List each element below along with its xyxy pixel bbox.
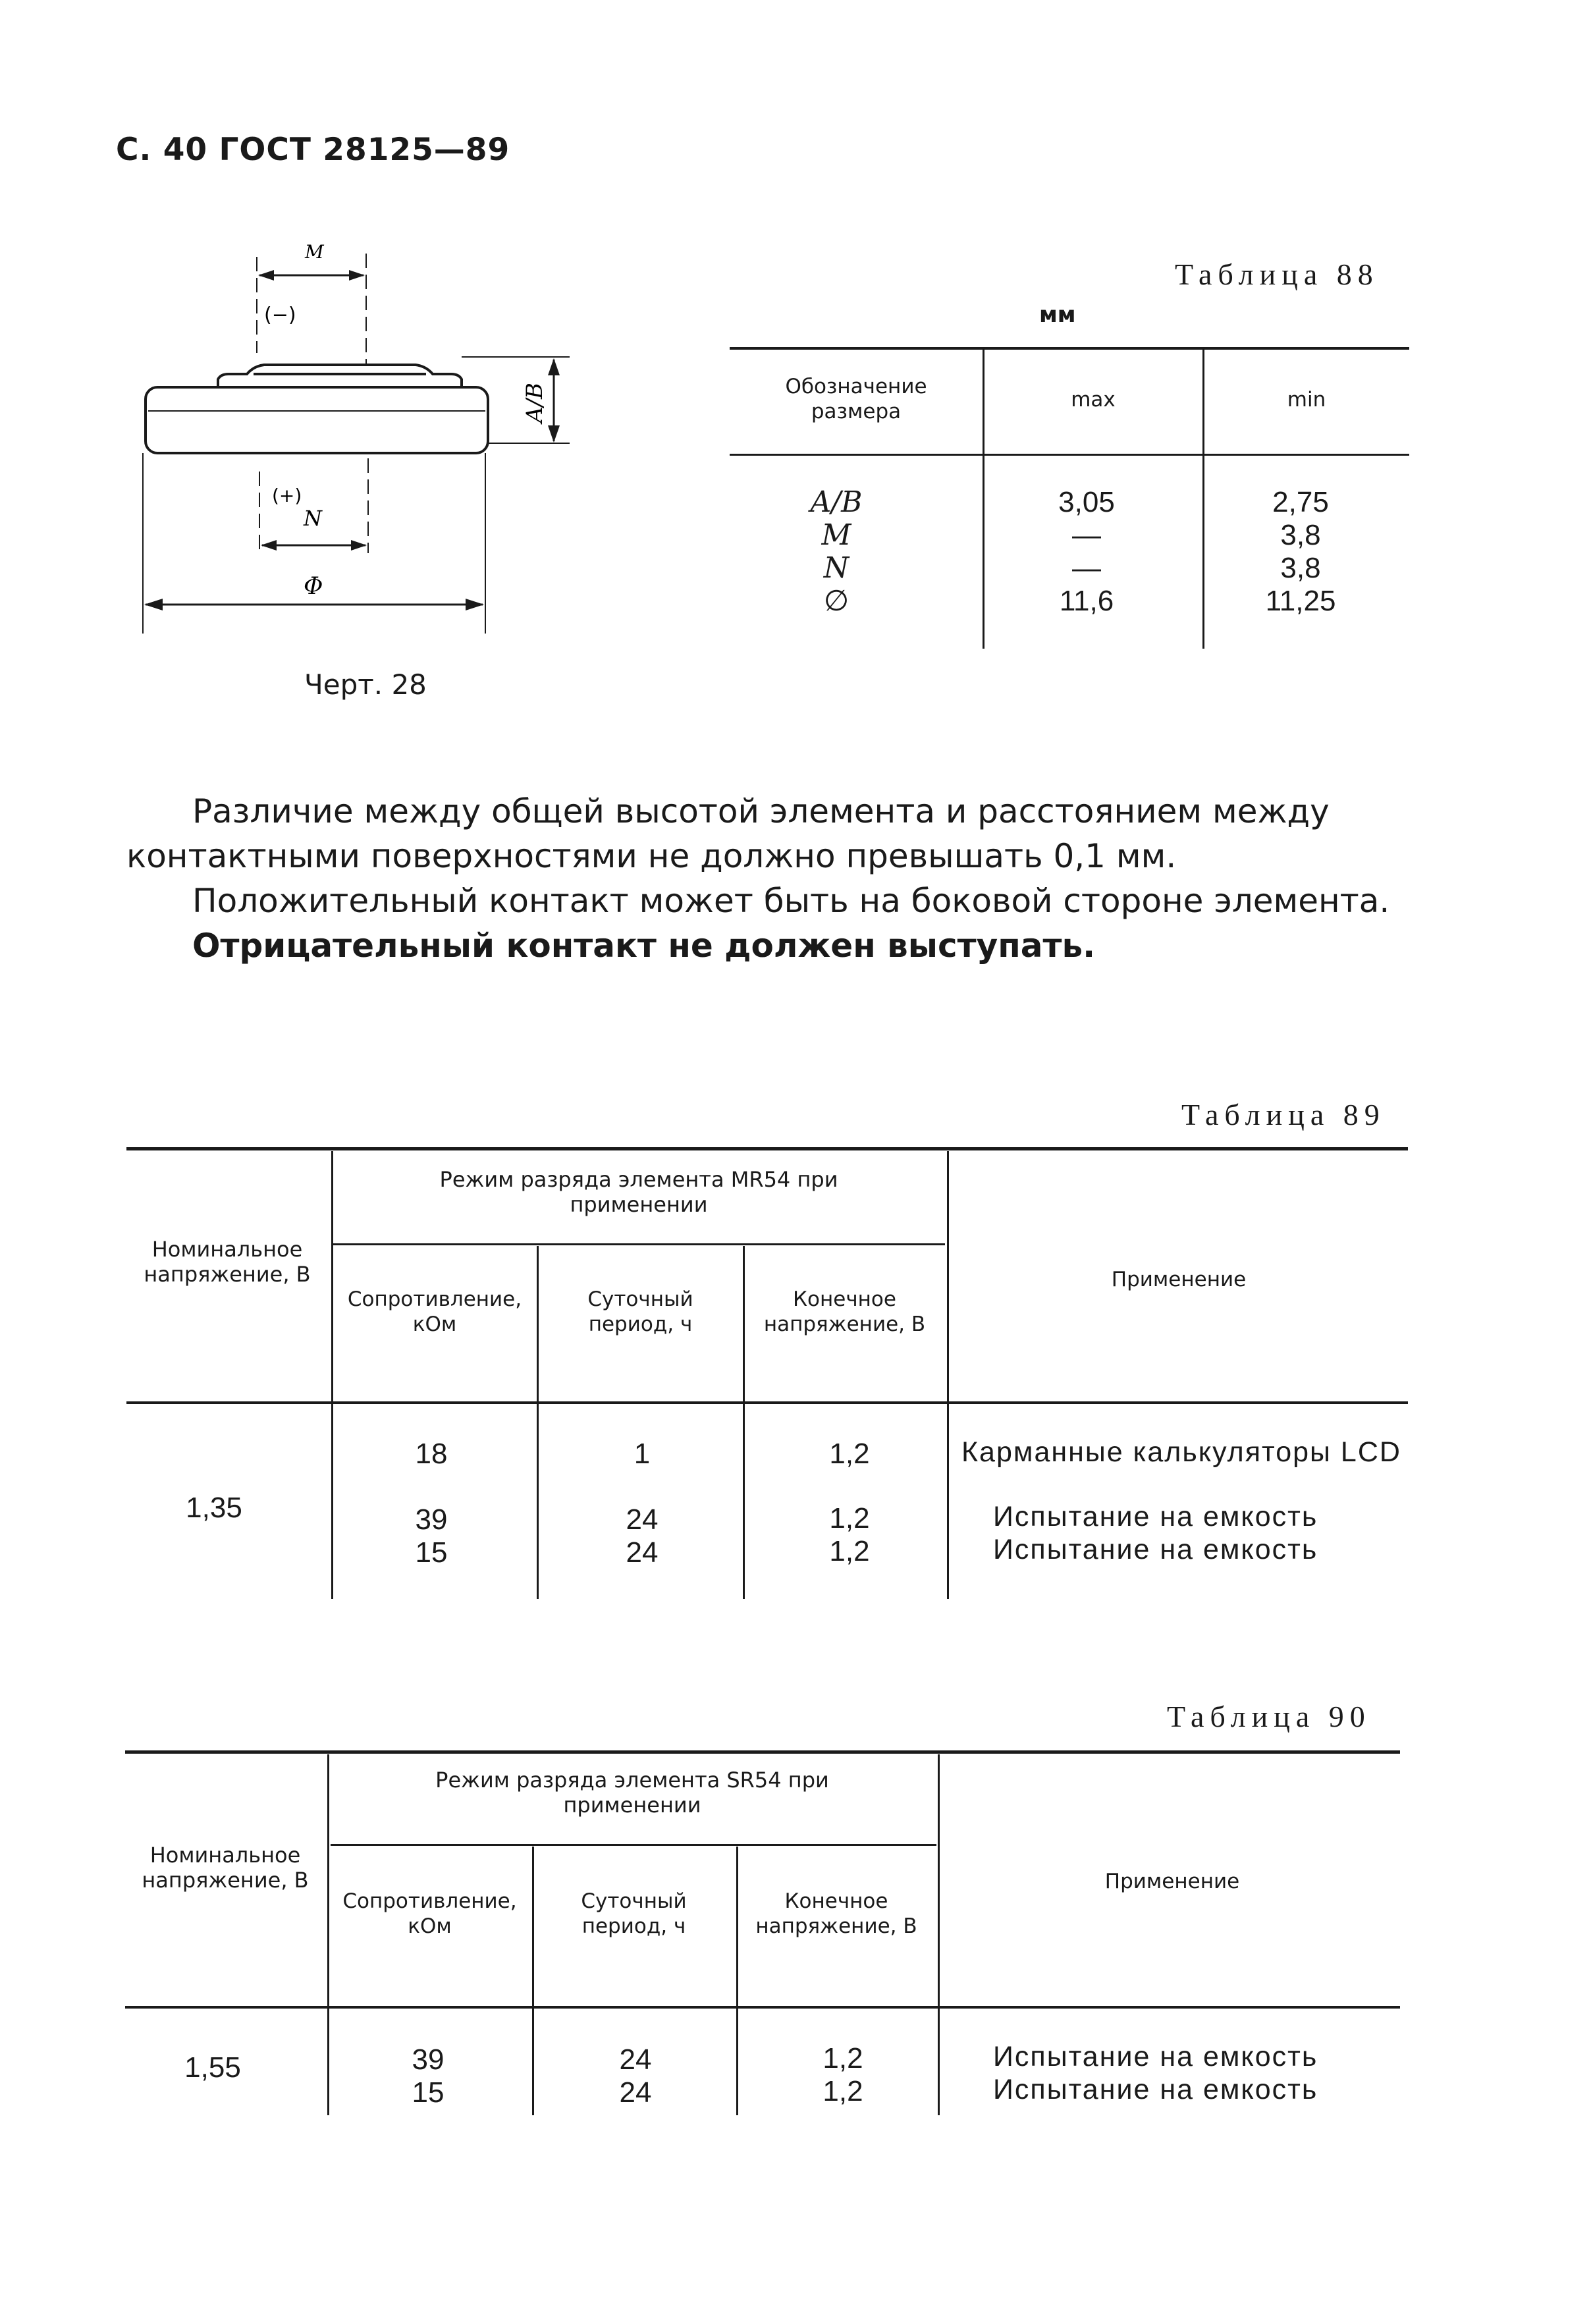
table88-min-value: 3,8 <box>1280 552 1321 584</box>
table89-col-end: Конечное напряжение, В <box>763 1287 926 1336</box>
paragraph: Положительный контакт может быть на боковой стороне элемента. <box>192 882 1390 920</box>
table89-col-voltage: Номинальное напряжение, В <box>144 1237 311 1287</box>
battery-drawing <box>128 244 589 659</box>
body-text <box>126 789 1450 968</box>
table90-col-voltage: Номинальное напряжение, В <box>142 1843 309 1893</box>
table88-min-value: 11,25 <box>1265 585 1336 617</box>
table89-cell-res: 39 <box>415 1503 448 1536</box>
table89-caption: Таблица 89 <box>1181 1098 1386 1131</box>
dim-m-label: M <box>305 244 324 263</box>
dim-phi-label: Φ <box>304 573 323 600</box>
battery-body <box>146 387 488 453</box>
table88-col-label: Обозначение размера <box>785 375 927 423</box>
paragraph: Отрицательный контакт не должен выступать. <box>192 927 1096 965</box>
table90-cell-period: 24 <box>619 2043 652 2076</box>
table88-unit: мм <box>1039 302 1076 328</box>
table90-cell-end: 1,2 <box>822 2042 863 2074</box>
table88-max-value: — <box>1072 519 1101 551</box>
table88-rows <box>757 486 915 618</box>
table89-cell-end: 1,2 <box>829 1438 870 1470</box>
table90-cell-period: 24 <box>619 2076 652 2109</box>
table90-header-rule <box>125 2006 1400 2009</box>
table90-divider-2 <box>532 1847 534 2115</box>
table88-max-value: 3,05 <box>1058 486 1115 518</box>
table89-divider-1 <box>331 1151 333 1599</box>
table89-cell-app: Карманные калькуляторы LCD <box>961 1436 1401 1468</box>
table89-cell-period: 24 <box>626 1503 659 1536</box>
table89-col-period: Суточный период, ч <box>587 1287 693 1336</box>
table88-caption: Таблица 88 <box>1175 257 1379 291</box>
table90-group-rule <box>331 1844 936 1846</box>
table90-cell-app: Испытание на емкость <box>993 2041 1318 2072</box>
table89-cell-end: 1,2 <box>829 1535 870 1567</box>
dim-n-label: N <box>304 506 322 531</box>
paragraph: Различие между общей высотой элемента и расстоянием между контактными поверхностями не должно превышать 0,1 мм. <box>126 792 1330 875</box>
table88-max-value: — <box>1072 552 1101 584</box>
table88-top-rule <box>730 347 1409 350</box>
table90-cell-end: 1,2 <box>822 2075 863 2107</box>
table89-cell-app: Испытание на емкость <box>993 1501 1318 1532</box>
plus-label: (+) <box>272 485 302 506</box>
table89-cell-res: 18 <box>415 1438 448 1470</box>
table88-max-value: 11,6 <box>1059 585 1114 617</box>
table88-col-max: max <box>1071 388 1116 412</box>
minus-label: (−) <box>264 304 296 327</box>
table89-divider-2 <box>537 1246 539 1599</box>
table90-divider-4 <box>938 1754 940 2115</box>
table90-top-rule <box>125 1750 1400 1754</box>
table90-col-app: Применение <box>1104 1870 1240 1893</box>
table89-col-app: Применение <box>1111 1268 1247 1291</box>
table90-col-period: Суточный период, ч <box>581 1889 687 1938</box>
table88-header-rule <box>730 454 1409 456</box>
table88-row-name: ∅ <box>823 584 849 618</box>
table88-row-name: A/B <box>810 485 863 519</box>
table88-max-values <box>1027 486 1146 618</box>
table89-divider-4 <box>947 1151 949 1599</box>
table89-group-rule <box>333 1243 945 1245</box>
table89-col-res: Сопротивление, кОм <box>347 1287 522 1336</box>
table88-col-min: min <box>1287 388 1326 412</box>
table90-voltage: 1,55 <box>184 2051 241 2084</box>
table88-min-value: 3,8 <box>1280 519 1321 551</box>
table88-divider-2 <box>1202 349 1204 649</box>
table89-cell-end: 1,2 <box>829 1502 870 1534</box>
dim-ab-label: A/B <box>522 383 548 423</box>
table90-divider-1 <box>327 1754 329 2115</box>
table88-divider-1 <box>983 349 984 649</box>
table89-cell-period: 24 <box>626 1536 659 1569</box>
figure-caption: Черт. 28 <box>304 668 427 701</box>
table90-col-end: Конечное напряжение, В <box>755 1889 917 1938</box>
table88-min-value: 2,75 <box>1272 486 1329 518</box>
table89-cell-period: 1 <box>634 1438 651 1470</box>
table89-header-rule <box>126 1401 1408 1404</box>
table88-row-name: N <box>823 551 849 585</box>
table88-row-name: M <box>821 518 851 552</box>
table89-col-group: Режим разряда элемента MR54 при применении <box>439 1167 838 1217</box>
table89-cell-app: Испытание на емкость <box>993 1534 1318 1565</box>
negative-cap-outline <box>218 365 462 387</box>
table90-cell-app: Испытание на емкость <box>993 2074 1318 2105</box>
table89-divider-3 <box>743 1246 745 1599</box>
table90-cell-res: 39 <box>412 2043 445 2076</box>
table90-cell-res: 15 <box>412 2076 445 2109</box>
table90-col-res: Сопротивление, кОм <box>342 1889 517 1938</box>
table89-voltage: 1,35 <box>186 1492 242 1524</box>
table89-cell-res: 15 <box>415 1536 448 1569</box>
table90-col-group: Режим разряда элемента SR54 при применении <box>435 1768 829 1818</box>
table89-top-rule <box>126 1147 1408 1150</box>
page-header: С. 40 ГОСТ 28125—89 <box>116 132 510 168</box>
table90-divider-3 <box>736 1847 738 2115</box>
table88-min-values <box>1238 486 1363 618</box>
table90-caption: Таблица 90 <box>1167 1700 1371 1733</box>
